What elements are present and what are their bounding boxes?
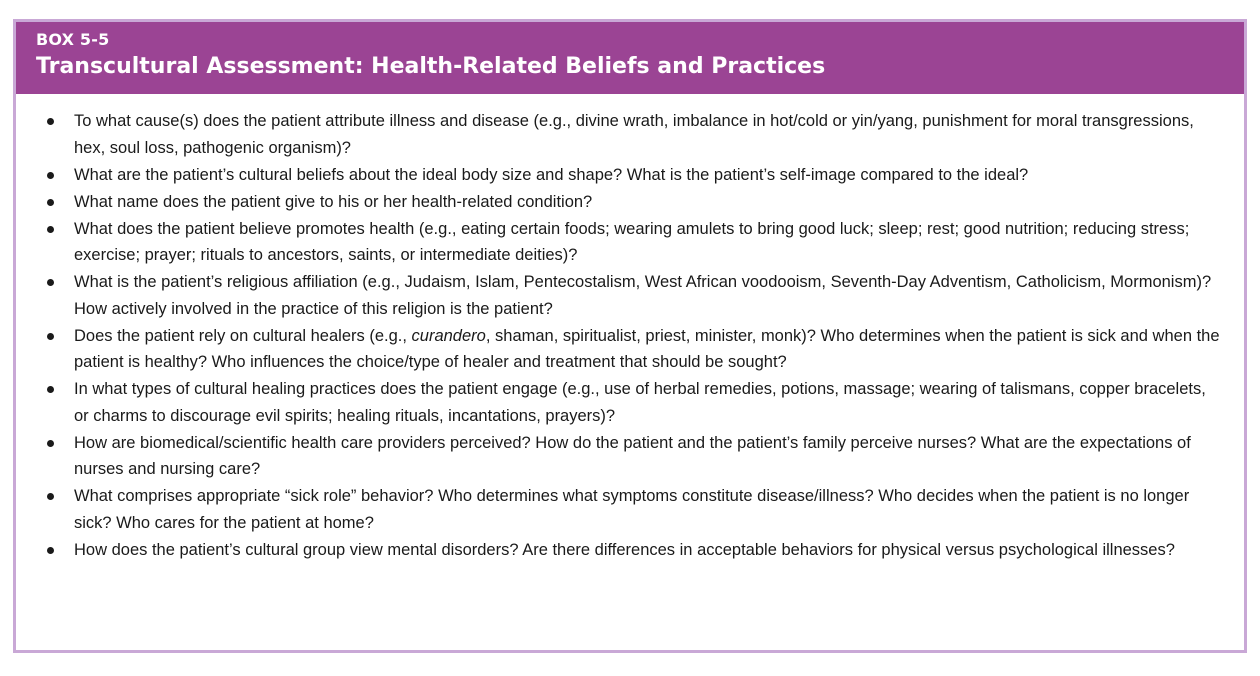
list-item xyxy=(38,376,1224,429)
list-item xyxy=(38,108,1224,161)
list-item-text: What comprises appropriate “sick role” behavior? Who determines what symptoms constitute disease/illness? Who decides when the patient is no longer sick? Who cares for the patient at home? xyxy=(74,487,1190,532)
bullet-icon xyxy=(47,199,54,206)
question-list xyxy=(38,108,1224,563)
list-item xyxy=(38,323,1224,376)
list-item xyxy=(38,483,1224,536)
box-title: Transcultural Assessment: Health-Related Beliefs and Practices xyxy=(36,54,826,79)
list-item-text: What are the patient’s cultural beliefs about the ideal body size and shape? What is the patient’s self-image compared to the ideal? xyxy=(74,165,1029,184)
list-item xyxy=(38,189,1224,216)
list-item-text: In what types of cultural healing practices does the patient engage (e.g., use of herbal remedies, potions, massage; wearing of talismans, copper bracelets, or charms to discourage evil spirits; healing rituals, incantations, prayers)? xyxy=(74,380,1206,425)
list-item-text: What is the patient’s religious affiliation (e.g., Judaism, Islam, Pentecostalism, West African voodooism, Seventh-Day Adventism, Catholicism, Mormonism)? How actively involved in the practice of this religion is the patient? xyxy=(74,273,1212,318)
list-item xyxy=(38,430,1224,483)
list-item xyxy=(38,216,1224,269)
bullet-icon xyxy=(47,386,54,393)
list-item-text: What name does the patient give to his or her health-related condition? xyxy=(74,192,593,211)
bullet-icon xyxy=(47,493,54,500)
list-item-text: What does the patient believe promotes health (e.g., eating certain foods; wearing amulets to bring good luck; sleep; rest; good nutrition; reducing stress; exercise; prayer; rituals to ancestors, saints, or intermediate deities)? xyxy=(74,219,1190,264)
list-item-text-italic: curandero xyxy=(411,326,486,345)
list-item-text-after: , shaman, spiritualist, priest, minister, monk)? Who determines when the patient is sick and when the patient is healthy? Who influences the choice/type of healer and treatment that should be sought? xyxy=(74,326,1220,371)
list-item xyxy=(38,162,1224,189)
bullet-icon xyxy=(47,333,54,340)
list-item xyxy=(38,269,1224,322)
box-header xyxy=(16,22,1244,94)
box-5-5 xyxy=(13,19,1247,653)
list-item-text-before: Does the patient rely on cultural healers (e.g., xyxy=(74,326,412,345)
bullet-icon xyxy=(47,547,54,554)
list-item xyxy=(38,537,1224,564)
bullet-icon xyxy=(47,226,54,233)
bullet-icon xyxy=(47,440,54,447)
box-body xyxy=(16,94,1244,563)
bullet-icon xyxy=(47,118,54,125)
bullet-icon xyxy=(47,279,54,286)
list-item-text: How does the patient’s cultural group view mental disorders? Are there differences in acceptable behaviors for physical versus psychological illnesses? xyxy=(74,540,1175,559)
box-label: BOX 5-5 xyxy=(36,30,110,49)
bullet-icon xyxy=(47,172,54,179)
list-item-text: To what cause(s) does the patient attribute illness and disease (e.g., divine wrath, imbalance in hot/cold or yin/yang, punishment for moral transgressions, hex, soul loss, pathogenic organism)? xyxy=(74,112,1194,157)
list-item-text: How are biomedical/scientific health care providers perceived? How do the patient and the patient’s family perceive nurses? What are the expectations of nurses and nursing care? xyxy=(74,433,1191,478)
